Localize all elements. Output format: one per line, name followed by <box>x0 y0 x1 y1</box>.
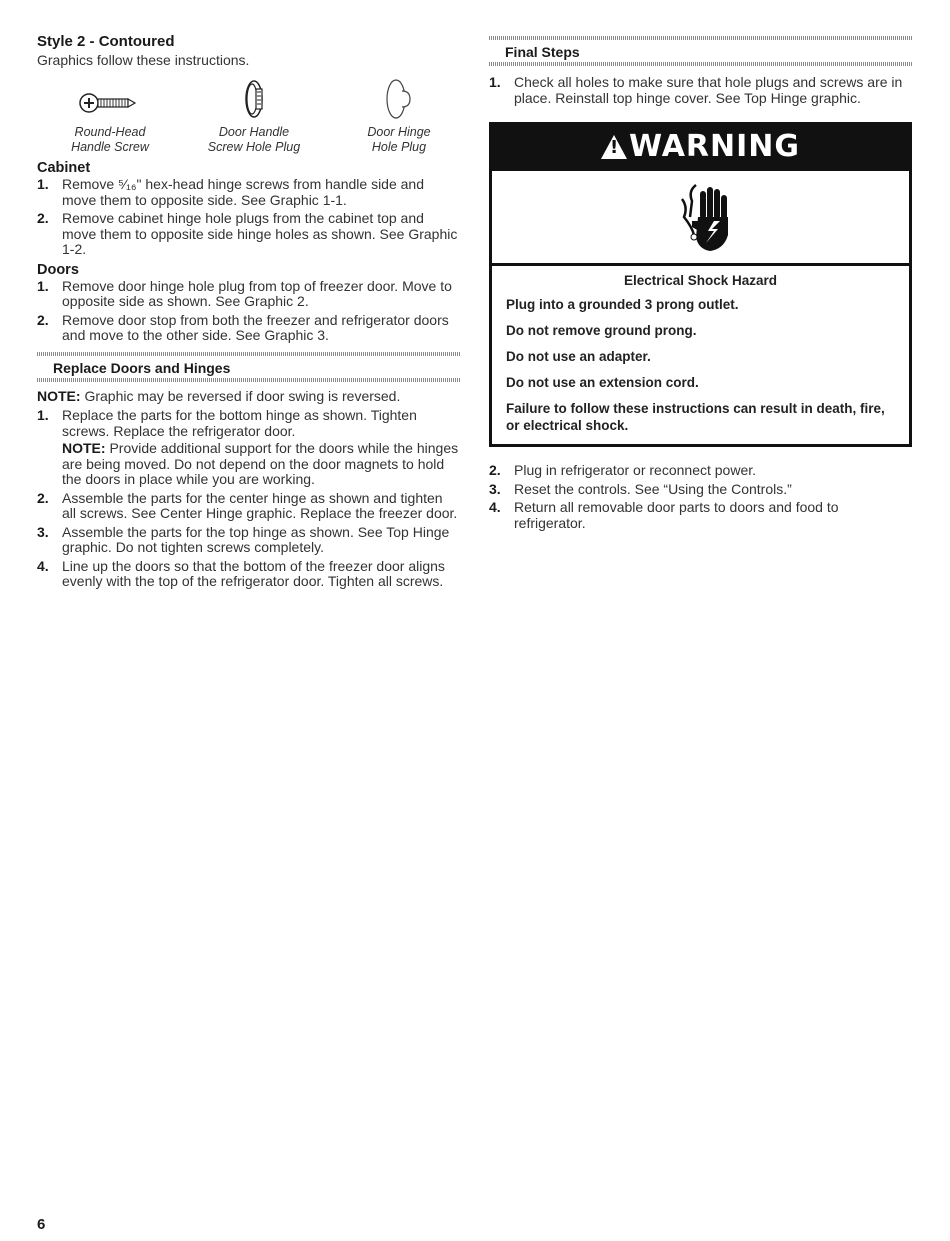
part-caption-line1: Door Hinge <box>367 125 431 139</box>
step-number: 2. <box>37 210 49 226</box>
step-text: Replace the parts for the bottom hinge as shown. Tighten screws. Replace the refrigerator door. <box>62 407 417 439</box>
warning-box <box>489 122 912 447</box>
list-item <box>37 177 460 208</box>
left-column <box>37 33 460 593</box>
warning-line: Do not use an adapter. <box>506 349 651 364</box>
step-number: 3. <box>489 480 501 497</box>
list-item <box>37 279 460 310</box>
step-text: Check all holes to make sure that hole plugs and screws are in place. Reinstall top hinge cover. See Top Hinge graphic. <box>514 74 903 106</box>
step-text: Assemble the parts for the top hinge as shown. See Top Hinge graphic. Do not tighten screws completely. <box>62 523 450 555</box>
step-number: 2. <box>37 489 49 506</box>
part-door-hinge-plug <box>329 77 469 155</box>
cabinet-steps <box>37 177 460 258</box>
right-column <box>489 33 912 534</box>
door-handle-plug-icon <box>184 77 324 121</box>
step-text: Line up the doors so that the bottom of the freezer door aligns evenly with the top of the refrigerator door. Tighten all screws. <box>62 557 445 589</box>
warning-hazard: Electrical Shock Hazard <box>623 273 778 288</box>
warning-line: Plug into a grounded 3 prong outlet. <box>506 297 739 312</box>
step-text: Remove cabinet hinge hole plugs from the cabinet top and move them to opposite side hinge holes as shown. See Graphic 1-2. <box>62 210 458 257</box>
doors-heading: Doors <box>37 261 79 278</box>
step-number: 1. <box>37 277 49 294</box>
list-item <box>37 491 460 522</box>
replace-note <box>37 389 460 405</box>
warning-triangle-icon <box>601 135 627 159</box>
warning-line: Failure to follow these instructions can result in death, fire, or electrical shock. <box>506 401 885 433</box>
warning-line: Do not use an extension cord. <box>506 375 699 390</box>
warning-body <box>492 266 909 444</box>
door-hinge-plug-icon <box>329 77 469 121</box>
step-number: 1. <box>37 407 49 423</box>
final-steps-band <box>489 36 912 66</box>
list-item <box>489 500 912 531</box>
part-caption-line2: Screw Hole Plug <box>207 140 301 154</box>
final-steps-heading: Final Steps <box>505 44 580 60</box>
list-item <box>489 463 912 479</box>
list-item <box>489 482 912 498</box>
step-text: Assemble the parts for the center hinge as shown and tighten all screws. See Center Hinge graphic. Replace the freezer door. <box>62 489 458 521</box>
step-number: 4. <box>37 557 49 574</box>
replace-steps <box>37 408 460 590</box>
list-item <box>489 75 912 106</box>
part-round-head-screw <box>40 77 180 155</box>
warning-header <box>492 125 909 168</box>
list-item <box>37 525 460 556</box>
list-item <box>37 211 460 258</box>
warning-title: WARNING <box>628 129 801 164</box>
parts-legend <box>37 77 460 159</box>
warning-line: Do not remove ground prong. <box>506 323 697 338</box>
step-text: Remove door hinge hole plug from top of freezer door. Move to opposite side as shown. See Graphic 2. <box>62 277 452 309</box>
step-number: 1. <box>489 74 501 90</box>
cabinet-heading: Cabinet <box>37 160 91 176</box>
replace-heading: Replace Doors and Hinges <box>53 359 231 376</box>
note-label: NOTE: <box>37 387 81 404</box>
part-door-handle-plug <box>184 77 324 155</box>
style-title: Style 2 - Contoured <box>37 33 175 50</box>
step-number: 2. <box>37 311 49 328</box>
list-item <box>37 313 460 344</box>
list-item <box>37 408 460 488</box>
part-caption-line2: Handle Screw <box>71 140 149 154</box>
step-sub-note <box>62 441 460 488</box>
step-number: 1. <box>37 176 49 192</box>
page-number: 6 <box>37 1216 46 1233</box>
step-text: Remove ⁵⁄₁₆" hex-head hinge screws from handle side and move them to opposite side. See Graphic 1-1. <box>62 176 425 208</box>
doors-steps <box>37 279 460 344</box>
step-text: Return all removable door parts to doors and food to refrigerator. <box>514 499 839 531</box>
final-steps-list <box>489 463 912 531</box>
intro-text: Graphics follow these instructions. <box>37 52 250 68</box>
step-text: Remove door stop from both the freezer and refrigerator doors and move to the other side. See Graphic 3. <box>62 311 449 343</box>
part-caption-line1: Door Handle <box>218 125 290 139</box>
step-number: 3. <box>37 523 49 540</box>
step-number: 2. <box>489 462 501 478</box>
part-caption-line2: Hole Plug <box>371 140 427 154</box>
list-item <box>37 559 460 590</box>
step-text: Reset the controls. See “Using the Controls.” <box>514 480 792 497</box>
round-head-screw-icon <box>40 77 180 121</box>
electrical-shock-hand-icon <box>492 168 909 266</box>
part-caption-line1: Round-Head <box>74 125 146 139</box>
replace-section-band <box>37 352 460 382</box>
note-text: Graphic may be reversed if door swing is reversed. <box>80 387 401 404</box>
note-label: NOTE: <box>62 440 106 456</box>
step-text: Plug in refrigerator or reconnect power. <box>514 462 757 478</box>
note-text: Provide additional support for the doors while the hinges are being moved. Do not depend on the door magnets to hold the doors in place while you are working. <box>62 440 459 487</box>
step-number: 4. <box>489 499 501 515</box>
